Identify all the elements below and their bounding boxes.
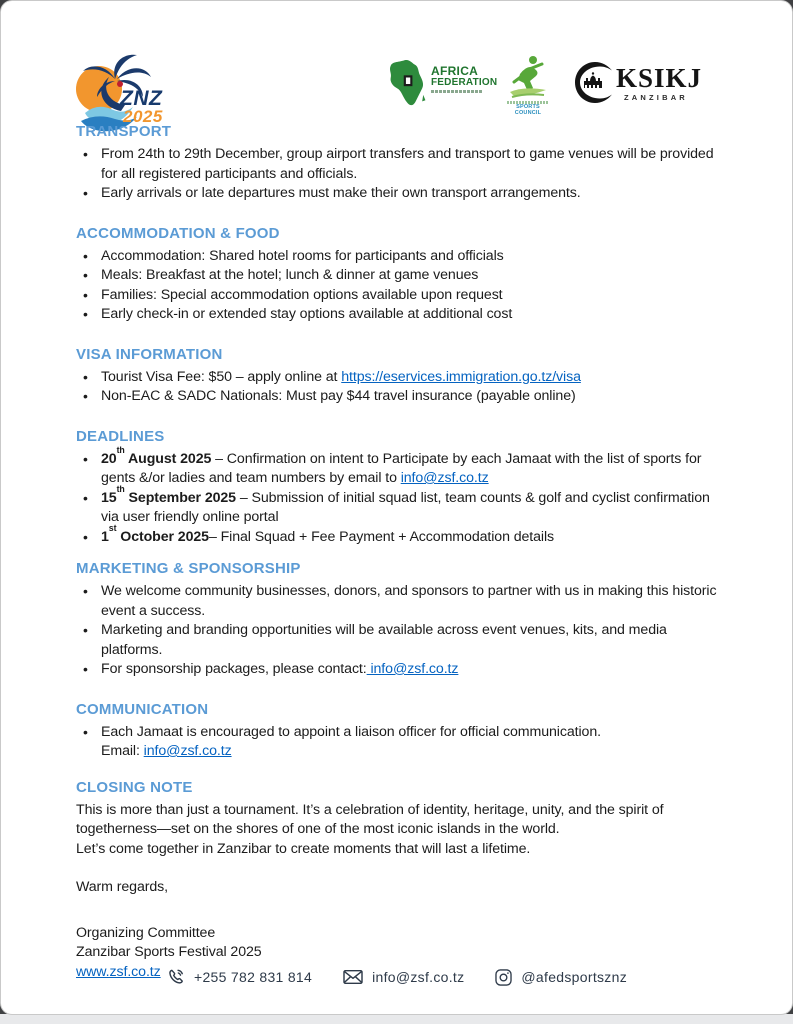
section-heading-visa-information: VISA INFORMATION xyxy=(76,345,223,363)
text-run: Meals: Breakfast at the hotel; lunch & dinner at game venues xyxy=(101,267,479,283)
text-run: Tourist Visa Fee: $50 – apply online at xyxy=(101,368,342,385)
viewer-background-strip xyxy=(0,1014,793,1024)
section-visa-information xyxy=(76,346,724,407)
bullet-item xyxy=(76,286,724,306)
bullet-item xyxy=(76,368,724,388)
bullet-list xyxy=(76,145,724,204)
section-deadlines xyxy=(76,428,724,548)
text-run: Marketing and branding opportunities will be available across event venues, kits, and media platforms. xyxy=(101,622,667,658)
section-heading-communication: COMMUNICATION xyxy=(76,700,209,718)
text-run: 20 xyxy=(101,450,117,467)
footer-instagram xyxy=(494,968,627,987)
bullet-item xyxy=(76,145,724,184)
footer-email-address: info@zsf.co.tz xyxy=(372,969,465,985)
africa-federation-logo xyxy=(384,58,498,114)
link[interactable]: info@zsf.co.tz xyxy=(143,743,232,759)
text-run: Early arrivals or late departures must make their own transport arrangements. xyxy=(101,185,581,201)
text-run: October 2025 xyxy=(116,528,209,545)
text-run: September 2025 xyxy=(124,489,236,506)
section-transport xyxy=(76,123,724,204)
text-run: August 2025 xyxy=(124,450,212,467)
africa-federation-line2: FEDERATION xyxy=(431,77,498,88)
bullet-item xyxy=(76,247,724,267)
bullet-list xyxy=(76,368,724,407)
africa-federation-tagline xyxy=(431,90,483,93)
bullet-list xyxy=(76,247,724,325)
ksikj-logo-subtitle: ZANZIBAR xyxy=(624,93,688,102)
section-heading-deadlines: DEADLINES xyxy=(76,427,165,445)
bullet-list xyxy=(76,723,724,762)
africa-map-icon xyxy=(384,58,430,110)
footer-email xyxy=(342,968,464,986)
bullet-item xyxy=(76,184,724,204)
contact-footer xyxy=(1,967,792,987)
bullet-item xyxy=(76,582,724,621)
text-run: th xyxy=(116,483,125,494)
crescent-mosque-icon xyxy=(574,61,616,105)
bullet-item xyxy=(76,387,724,407)
paragraph: This is more than just a tournament. It’s a celebration of identity, heritage, unity, and the spirit of togetherness—set on the shores of one of the most iconic islands in the world. xyxy=(76,801,664,837)
sports-council-logo xyxy=(503,54,553,118)
text-run: Accommodation: Shared hotel rooms for participants and officials xyxy=(101,247,504,264)
phone-icon xyxy=(166,967,186,987)
bullet-item xyxy=(76,444,724,489)
section-accommodation-food xyxy=(76,225,724,325)
sections-container xyxy=(76,123,724,859)
signature-line1: Organizing Committee xyxy=(76,924,216,941)
text-run: – Confirmation on intent to Participate by each Jamaat with the list of sports for gents &/or ladies and team numbers by email to xyxy=(101,450,702,486)
africa-federation-line1: AFRICA xyxy=(431,64,479,78)
bullet-item xyxy=(76,621,724,660)
text-run: From 24th to 29th December, group airport transfers and transport to game venues will be provided for all registered participants and officials. xyxy=(101,146,714,182)
link[interactable]: info@zsf.co.tz xyxy=(400,470,489,486)
link[interactable]: info@zsf.co.tz xyxy=(366,661,459,677)
bullet-item xyxy=(76,522,724,548)
ksikj-logo-name: KSIKJ xyxy=(616,63,703,93)
bullet-item xyxy=(76,723,724,762)
text-run: Early check-in or extended stay options available at additional cost xyxy=(101,306,513,322)
znz-logo-word: ZNZ xyxy=(120,87,163,110)
bullet-item xyxy=(76,305,724,325)
link[interactable]: https://eservices.immigration.go.tz/visa xyxy=(341,368,581,385)
text-run: For sponsorship packages, please contact: xyxy=(101,661,367,677)
znz-2025-logo xyxy=(71,51,183,133)
text-run: We welcome community businesses, donors, and sponsors to partner with us in making this historic event a success. xyxy=(101,583,717,619)
bullet-list xyxy=(76,444,724,548)
instagram-icon xyxy=(494,968,513,987)
document-body xyxy=(76,123,724,982)
text-run: – Final Squad + Fee Payment + Accommodation details xyxy=(208,528,555,545)
warm-regards: Warm regards, xyxy=(76,879,168,895)
text-run: 1 xyxy=(101,528,109,545)
footer-phone xyxy=(166,967,312,987)
bullet-list xyxy=(76,582,724,680)
website-link[interactable]: www.zsf.co.tz xyxy=(76,963,161,980)
bullet-item xyxy=(76,660,724,680)
text-run: Each Jamaat is encouraged to appoint a liaison officer for official communication. xyxy=(101,723,601,740)
section-heading-accommodation-food: ACCOMMODATION & FOOD xyxy=(76,224,280,242)
footer-instagram-handle: @afedsportsznz xyxy=(521,969,627,985)
text-run: Email: xyxy=(101,743,144,759)
text-run: Non-EAC & SADC Nationals: Must pay $44 travel insurance (payable online) xyxy=(101,388,576,404)
text-run: 15 xyxy=(101,489,117,506)
znz-logo-year: 2025 xyxy=(123,107,163,126)
text-run: – Submission of initial squad list, team counts & golf and cyclist confirmation via user friendly online portal xyxy=(101,489,710,525)
section-heading-marketing-sponsorship: MARKETING & SPONSORSHIP xyxy=(76,560,301,577)
sports-council-label: SPORTS COUNCIL xyxy=(514,104,542,116)
envelope-icon xyxy=(342,968,364,986)
bullet-item xyxy=(76,483,724,528)
ksikj-zanzibar-logo xyxy=(574,61,703,107)
section-heading-closing-note: CLOSING NOTE xyxy=(76,778,193,796)
section-communication xyxy=(76,701,724,762)
signature-line2: Zanzibar Sports Festival 2025 xyxy=(76,944,262,960)
section-heading-transport: TRANSPORT xyxy=(76,123,172,140)
text-run: Families: Special accommodation options available upon request xyxy=(101,286,503,303)
text-run: th xyxy=(116,444,125,455)
section-marketing-sponsorship xyxy=(76,560,724,680)
runner-icon xyxy=(506,54,550,100)
footer-phone-number: +255 782 831 814 xyxy=(194,969,313,985)
bullet-item xyxy=(76,266,724,286)
text-run: st xyxy=(108,522,117,533)
africa-federation-text xyxy=(431,66,497,93)
section-closing-note xyxy=(76,779,724,860)
paragraph: Let’s come together in Zanzibar to create moments that will last a lifetime. xyxy=(76,840,531,857)
